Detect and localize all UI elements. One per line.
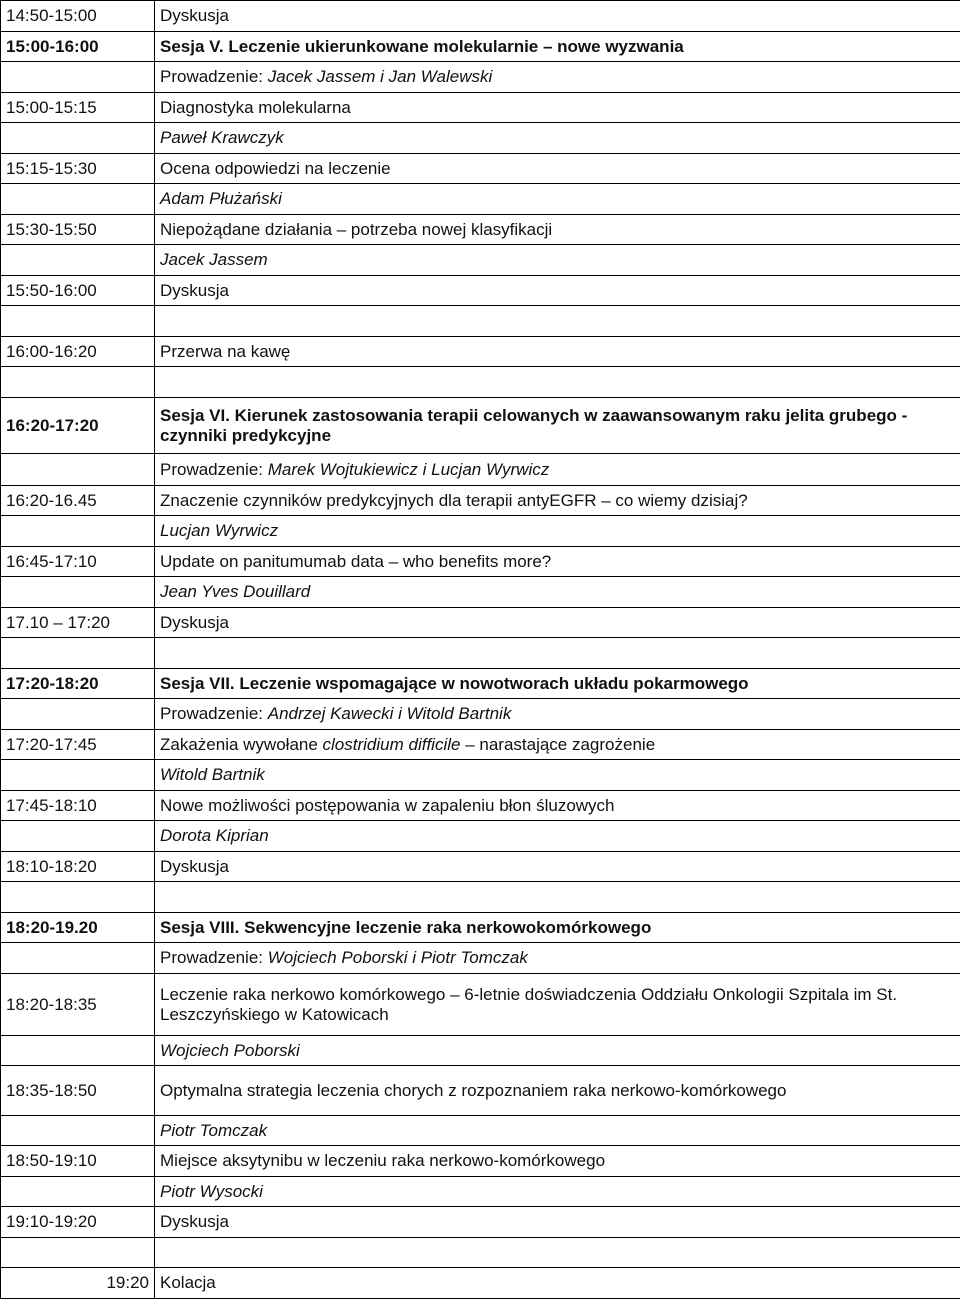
chairs-cell <box>155 454 960 486</box>
table-row <box>1 913 960 943</box>
time-cell <box>1 1036 155 1066</box>
time-cell <box>1 1177 155 1207</box>
item-cell: Dyskusja <box>155 852 960 882</box>
table-row <box>1 1 960 32</box>
chairs-cell <box>155 699 960 730</box>
chairs-names: Andrzej Kawecki i Witold Bartnik <box>268 704 512 723</box>
table-row <box>1 32 960 62</box>
time-cell: 17.10 – 17:20 <box>1 608 155 638</box>
time-cell <box>1 454 155 486</box>
talk-title-cell: Optymalna strategia leczenia chorych z rozpoznaniem raka nerkowo-komórkowego <box>155 1066 960 1116</box>
talk-title-cell: Ocena odpowiedzi na leczenie <box>155 154 960 184</box>
item-cell: Kolacja <box>155 1268 960 1299</box>
chairs-label: Prowadzenie: <box>160 704 268 723</box>
talk-title-cell: Miejsce aksytynibu w leczeniu raka nerkowo-komórkowego <box>155 1146 960 1177</box>
talk-title-cell: Leczenie raka nerkowo komórkowego – 6-letnie doświadczenia Oddziału Onkologii Szpitala im St. Leszczyńskiego w Katowicach <box>155 974 960 1036</box>
talk-title-cell: Znaczenie czynników predykcyjnych dla terapii antyEGFR – co wiemy dzisiaj? <box>155 486 960 516</box>
time-cell <box>1 245 155 276</box>
table-row <box>1 1066 960 1116</box>
session-time-cell: 18:20-19.20 <box>1 913 155 943</box>
chairs-names: Wojciech Poborski i Piotr Tomczak <box>268 948 528 967</box>
table-row <box>1 245 960 276</box>
time-cell: 16:20-16.45 <box>1 486 155 516</box>
session-time-cell: 16:20-17:20 <box>1 398 155 454</box>
time-cell: 14:50-15:00 <box>1 1 155 32</box>
speaker-cell: Dorota Kiprian <box>155 821 960 852</box>
table-row <box>1 638 960 669</box>
table-row <box>1 821 960 852</box>
table-row <box>1 730 960 760</box>
time-cell: 18:20-18:35 <box>1 974 155 1036</box>
chairs-label: Prowadzenie: <box>160 460 268 479</box>
speaker-cell: Piotr Tomczak <box>155 1116 960 1146</box>
time-cell: 18:50-19:10 <box>1 1146 155 1177</box>
table-row <box>1 760 960 791</box>
speaker-cell: Jean Yves Douillard <box>155 577 960 608</box>
time-cell: 18:35-18:50 <box>1 1066 155 1116</box>
table-row <box>1 516 960 547</box>
session-title-cell: Sesja VI. Kierunek zastosowania terapii celowanych w zaawansowanym raku jelita grubego - czynniki predykcyjne <box>155 398 960 454</box>
time-cell: 17:20-17:45 <box>1 730 155 760</box>
table-row <box>1 398 960 454</box>
speaker-cell: Paweł Krawczyk <box>155 123 960 154</box>
time-cell: 19:10-19:20 <box>1 1207 155 1238</box>
speaker-cell: Piotr Wysocki <box>155 1177 960 1207</box>
speaker-cell: Lucjan Wyrwicz <box>155 516 960 547</box>
item-cell: Dyskusja <box>155 1207 960 1238</box>
chairs-label: Prowadzenie: <box>160 948 268 967</box>
table-row <box>1 486 960 516</box>
speaker-cell: Adam Płużański <box>155 184 960 215</box>
time-cell: 15:15-15:30 <box>1 154 155 184</box>
time-cell <box>1 821 155 852</box>
talk-title-cell: Update on panitumumab data – who benefits more? <box>155 547 960 577</box>
item-cell <box>155 306 960 337</box>
table-row <box>1 1238 960 1268</box>
item-cell: Dyskusja <box>155 276 960 306</box>
item-cell <box>155 638 960 669</box>
table-row <box>1 1177 960 1207</box>
talk-title-cell: Diagnostyka molekularna <box>155 93 960 123</box>
session-title-cell: Sesja VII. Leczenie wspomagające w nowotworach układu pokarmowego <box>155 669 960 699</box>
time-cell <box>1 184 155 215</box>
item-cell <box>155 1238 960 1268</box>
chairs-cell <box>155 943 960 974</box>
item-cell <box>155 882 960 913</box>
talk-title-part: – narastające zagrożenie <box>460 735 655 754</box>
time-cell <box>1 882 155 913</box>
table-row <box>1 608 960 638</box>
chairs-label: Prowadzenie: <box>160 67 268 86</box>
time-cell <box>1 1116 155 1146</box>
time-cell: 15:00-15:15 <box>1 93 155 123</box>
time-cell <box>1 516 155 547</box>
item-cell: Dyskusja <box>155 608 960 638</box>
table-row <box>1 215 960 245</box>
time-cell <box>1 123 155 154</box>
time-cell: 19:20 <box>1 1268 155 1299</box>
item-cell <box>155 367 960 398</box>
time-cell <box>1 760 155 791</box>
session-time-cell: 17:20-18:20 <box>1 669 155 699</box>
session-title-cell: Sesja VIII. Sekwencyjne leczenie raka nerkowokomórkowego <box>155 913 960 943</box>
table-row <box>1 1207 960 1238</box>
table-row <box>1 852 960 882</box>
table-row <box>1 367 960 398</box>
time-cell: 15:50-16:00 <box>1 276 155 306</box>
table-row <box>1 699 960 730</box>
time-cell <box>1 62 155 93</box>
table-row <box>1 123 960 154</box>
time-cell <box>1 306 155 337</box>
time-cell <box>1 1238 155 1268</box>
time-cell <box>1 367 155 398</box>
table-row <box>1 154 960 184</box>
table-row <box>1 454 960 486</box>
talk-title-latin-term: clostridium difficile <box>323 735 461 754</box>
table-row <box>1 1116 960 1146</box>
table-row <box>1 93 960 123</box>
table-row <box>1 1146 960 1177</box>
table-row <box>1 577 960 608</box>
time-cell: 16:00-16:20 <box>1 337 155 367</box>
session-time-cell: 15:00-16:00 <box>1 32 155 62</box>
time-cell <box>1 577 155 608</box>
table-row <box>1 306 960 337</box>
table-row <box>1 974 960 1036</box>
item-cell: Przerwa na kawę <box>155 337 960 367</box>
time-cell <box>1 638 155 669</box>
talk-title-cell: Nowe możliwości postępowania w zapaleniu błon śluzowych <box>155 791 960 821</box>
time-cell <box>1 943 155 974</box>
table-row <box>1 276 960 306</box>
table-row <box>1 62 960 93</box>
time-cell: 18:10-18:20 <box>1 852 155 882</box>
talk-title-cell: Niepożądane działania – potrzeba nowej klasyfikacji <box>155 215 960 245</box>
chairs-names: Jacek Jassem i Jan Walewski <box>268 67 493 86</box>
time-cell: 17:45-18:10 <box>1 791 155 821</box>
table-row <box>1 337 960 367</box>
speaker-cell: Wojciech Poborski <box>155 1036 960 1066</box>
time-cell: 16:45-17:10 <box>1 547 155 577</box>
talk-title-cell <box>155 730 960 760</box>
time-cell: 15:30-15:50 <box>1 215 155 245</box>
table-row <box>1 943 960 974</box>
time-cell <box>1 699 155 730</box>
table-row <box>1 547 960 577</box>
table-row <box>1 791 960 821</box>
chairs-names: Marek Wojtukiewicz i Lucjan Wyrwicz <box>268 460 550 479</box>
speaker-cell: Jacek Jassem <box>155 245 960 276</box>
table-row <box>1 669 960 699</box>
speaker-cell: Witold Bartnik <box>155 760 960 791</box>
table-row <box>1 1036 960 1066</box>
table-row <box>1 882 960 913</box>
chairs-cell <box>155 62 960 93</box>
table-row <box>1 184 960 215</box>
session-title-cell: Sesja V. Leczenie ukierunkowane molekularnie – nowe wyzwania <box>155 32 960 62</box>
table-row <box>1 1268 960 1299</box>
item-cell: Dyskusja <box>155 1 960 32</box>
talk-title-part: Zakażenia wywołane <box>160 735 323 754</box>
